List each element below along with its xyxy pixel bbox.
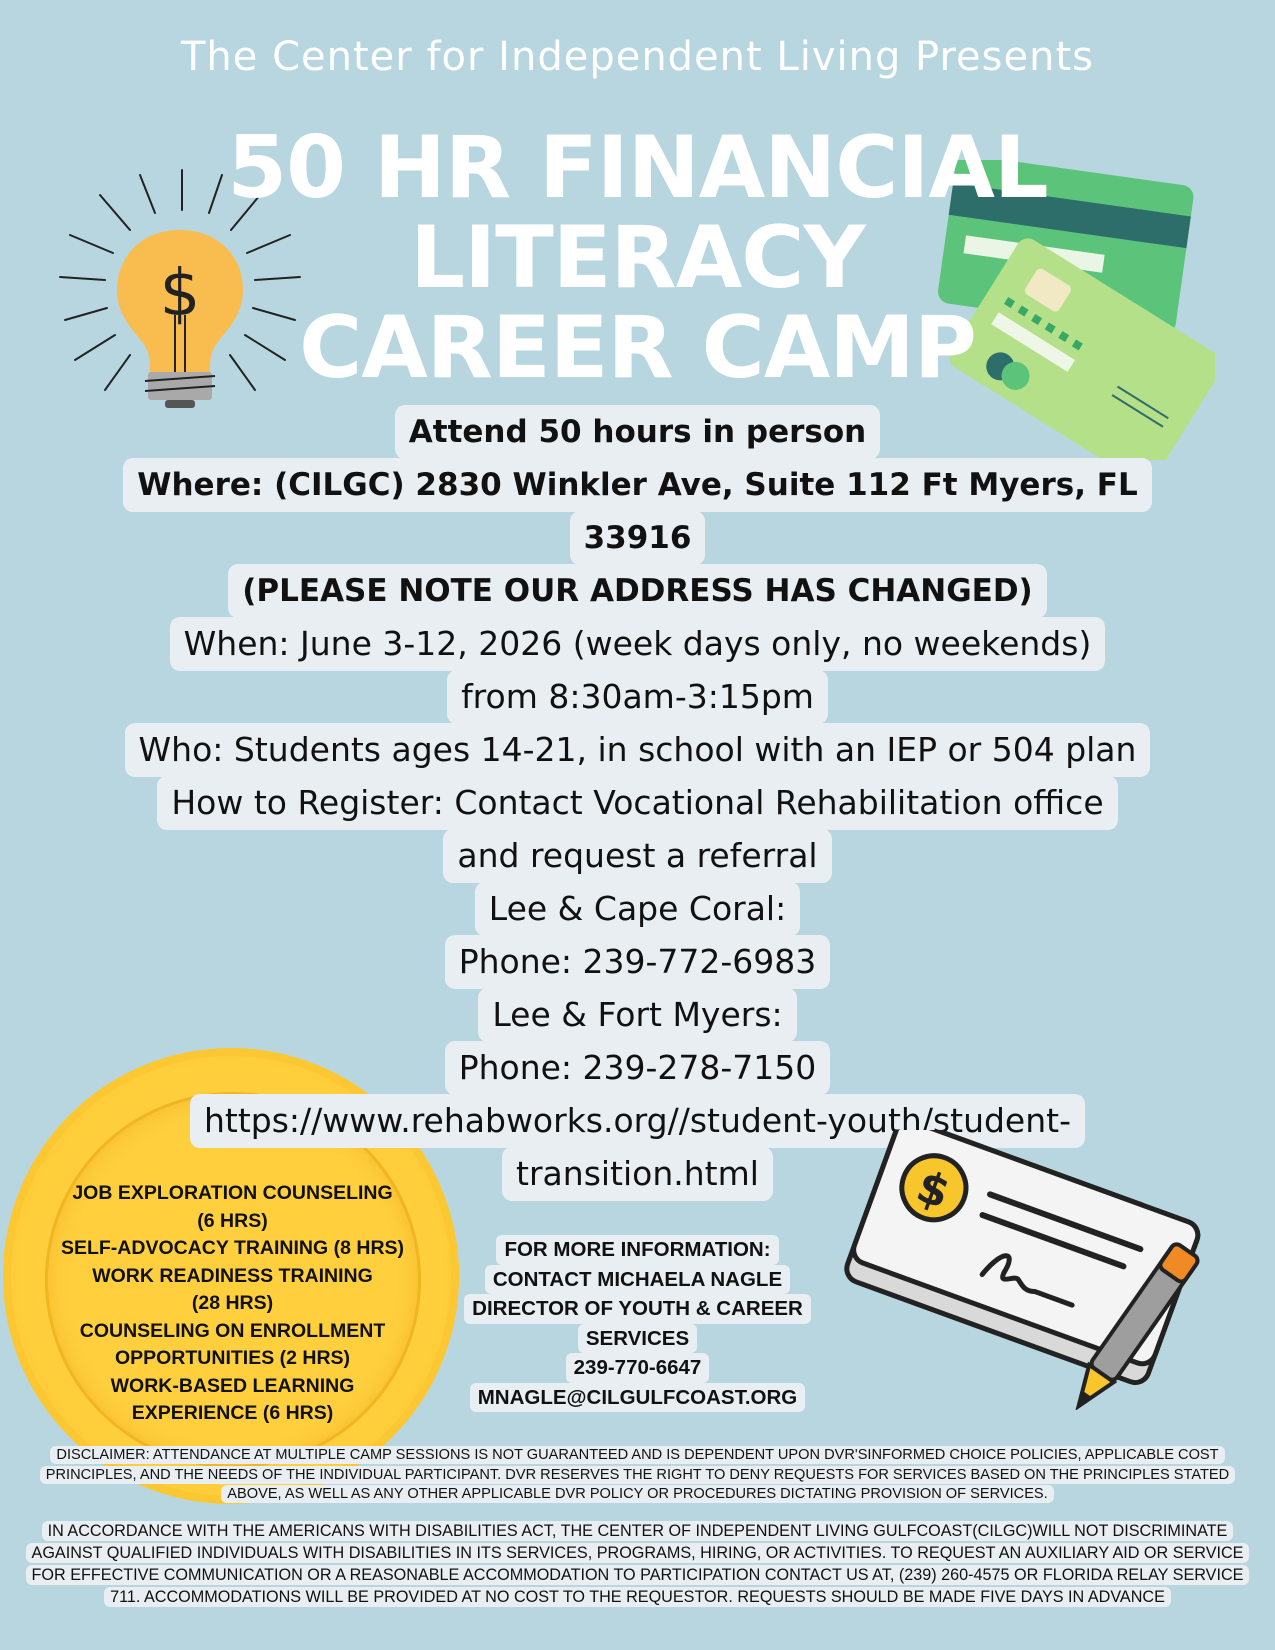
registration-line-2: and request a referral (443, 829, 831, 883)
ada-notice-body: IN ACCORDANCE WITH THE AMERICANS WITH DISABILITIES ACT, THE CENTER OF INDEPENDENT LIVING GULFCOAST(CILGC)WILL NOT DISCRIMINATE AGAINST QUALIFIED INDIVIDUALS WITH DISABILITIES IN ITS SERVICES, PROGRAMS, HIRING, OR ACTIVITIES. TO REQUEST AN AUXILIARY AID OR SERVICE FOR EFFECTIVE COMMUNICATION OR A REASONABLE ACCOMMODATION TO PARTICIPATION CONTACT US AT, (239) 260-4575 OR FLORIDA RELAY SERVICE 711. ACCOMMODATIONS WILL BE PROVIDED AT NO COST TO THE REQUESTOR. REQUESTS SHOULD BE MADE FIVE DAYS IN ADVANCE (26, 1521, 1250, 1607)
service-item: WORK READINESS TRAINING (92, 1264, 373, 1287)
check-and-pen-icon (840, 1130, 1220, 1410)
service-item: (6 HRS) (197, 1209, 268, 1232)
service-item: OPPORTUNITIES (2 HRS) (114, 1347, 351, 1369)
service-item: EXPERIENCE (6 HRS) (131, 1402, 334, 1424)
contact-heading: FOR MORE INFORMATION: (496, 1235, 778, 1265)
service-item: COUNSELING ON ENROLLMENT (79, 1319, 386, 1342)
service-item: JOB EXPLORATION COUNSELING (72, 1182, 393, 1204)
service-item: SELF-ADVOCACY TRAINING (8 HRS) (60, 1237, 405, 1259)
services-list (40, 1180, 425, 1428)
phone-cape-coral[interactable]: Phone: 239-772-6983 (445, 935, 831, 989)
disclaimer-body: DISCLAIMER: ATTENDANCE AT MULTIPLE CAMP SESSIONS IS NOT GUARANTEED AND IS DEPENDENT UPON DVR'SINFORMED CHOICE POLICIES, APPLICABLE COST PRINCIPLES, AND THE NEEDS OF THE INDIVIDUAL PARTICIPANT. DVR RESERVES THE RIGHT TO DENY REQUESTS FOR SERVICES BASED ON THE PRINCIPLES STATED ABOVE, AS WELL AS ANY OTHER APPLICABLE DVR POLICY OR PROCEDURES DICTATING PROVISION OF SERVICES. (40, 1446, 1235, 1503)
address-change-note: (PLEASE NOTE OUR ADDRESS HAS CHANGED) (228, 564, 1046, 618)
zip-line: 33916 (570, 511, 706, 565)
contact-phone[interactable]: 239-770-6647 (566, 1353, 710, 1383)
referral-url-line-1[interactable]: https://www.rehabworks.org//student-youth/student- (190, 1094, 1085, 1148)
office-label-cape-coral: Lee & Cape Coral: (475, 882, 800, 936)
service-item: (28 HRS) (191, 1292, 274, 1314)
service-item: WORK-BASED LEARNING (110, 1374, 355, 1397)
contact-email[interactable]: MNAGLE@CILGULFCOAST.ORG (470, 1383, 806, 1413)
office-label-fort-myers: Lee & Fort Myers: (478, 988, 796, 1042)
referral-url-line-2[interactable]: transition.html (502, 1147, 773, 1201)
title-line-1: 50 HR FINANCIAL (227, 118, 1048, 218)
dates-line: When: June 3-12, 2026 (week days only, no weekends) (170, 617, 1106, 671)
title-line-3: CAREER CAMP (299, 298, 976, 398)
title-line-2: LITERACY (410, 208, 865, 308)
eligibility-line: Who: Students ages 14-21, in school with an IEP or 504 plan (125, 723, 1151, 777)
disclaimer-text (18, 1446, 1257, 1505)
location-line: Where: (CILGC) 2830 Winkler Ave, Suite 112 Ft Myers, FL (123, 458, 1151, 512)
phone-fort-myers[interactable]: Phone: 239-278-7150 (445, 1041, 831, 1095)
registration-line: How to Register: Contact Vocational Rehabilitation office (157, 776, 1117, 830)
contact-title-2: SERVICES (578, 1324, 697, 1354)
contact-title: DIRECTOR OF YOUTH & CAREER (464, 1294, 811, 1324)
contact-info (440, 1235, 835, 1412)
attend-line: Attend 50 hours in person (395, 405, 880, 459)
presenter-line: The Center for Independent Living Presents (181, 34, 1094, 80)
ada-notice (18, 1520, 1257, 1608)
time-line: from 8:30am-3:15pm (447, 670, 828, 724)
svg-text:$: $ (159, 257, 201, 331)
contact-name: CONTACT MICHAELA NAGLE (485, 1265, 790, 1295)
svg-text:$: $ (909, 1160, 957, 1220)
